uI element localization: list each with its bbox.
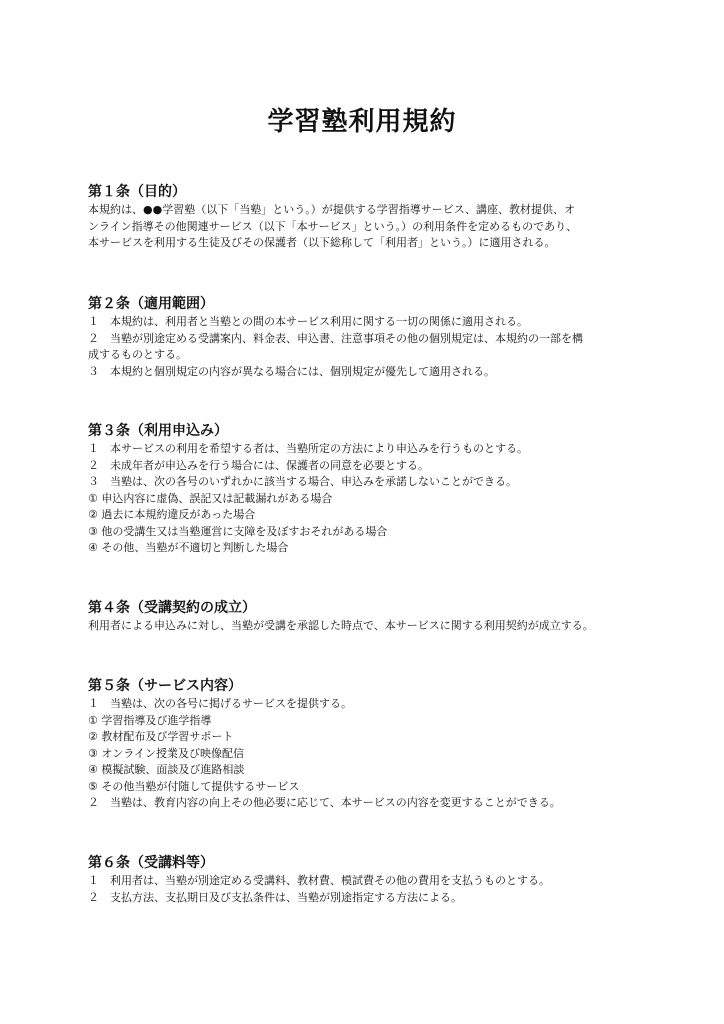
article-text-line: ２ 当塾は、教育内容の向上その他必要に応じて、本サービスの内容を変更することができる。	[88, 796, 561, 809]
article-text-line: ２ 支払方法、支払期日及び支払条件は、当塾が別途指定する方法による。	[88, 890, 462, 904]
article-text-line: 成するものとする。	[88, 348, 187, 361]
article-text-line: １ 利用者は、当塾が別途定める受講料、教材費、模試費その他の費用を支払うものとする。	[88, 874, 550, 887]
article-text-line: 本サービスを利用する生徒及びその保護者（以下総称して「利用者」という。）に適用される。	[88, 236, 556, 249]
article-heading: 第６条（受講料等）	[88, 855, 214, 871]
article-list-item: ③ オンライン授業及び映像配信	[88, 746, 245, 760]
article-text-line: ２ 当塾が別途定める受講案内、料金表、申込書、注意事項その他の個別規定は、本規約の一部を構	[88, 331, 583, 345]
article-text-line: ３ 当塾は、次の各号のいずれかに該当する場合、申込みを承諾しないことができる。	[88, 475, 517, 488]
article-3	[88, 421, 648, 557]
article-2	[88, 294, 648, 380]
article-heading: 第４条（受講契約の成立）	[88, 600, 256, 616]
article-list-item: ④ 模擬試験、面談及び進路相談	[88, 763, 245, 776]
article-text-line: １ 本規約は、利用者と当塾との間の本サービス利用に関する一切の関係に適用される。	[88, 315, 528, 328]
article-list-item: ① 学習指導及び進学指導	[88, 713, 212, 727]
article-list-item: ④ その他、当塾が不適切と判断した場合	[88, 541, 289, 554]
article-text-line: 利用者による申込みに対し、当塾が受講を承認した時点で、本サービスに関する利用契約が成立する。	[88, 619, 594, 632]
article-list-item: ② 過去に本規約違反があった場合	[88, 508, 256, 521]
article-text-line: ３ 本規約と個別規定の内容が異なる場合には、個別規定が優先して適用される。	[88, 364, 495, 378]
article-text-line: ２ 未成年者が申込みを行う場合には、保護者の同意を必要とする。	[88, 458, 429, 472]
article-heading: 第３条（利用申込み）	[88, 423, 228, 439]
document-title: 学習塾利用規約	[267, 107, 457, 137]
article-heading: 第１条（目的）	[88, 184, 186, 200]
article-list-item: ⑤ その他当塾が付随して提供するサービス	[88, 779, 300, 793]
article-list-item: ② 教材配布及び学習サポート	[88, 730, 234, 743]
article-heading: 第２条（適用範囲）	[88, 296, 214, 312]
article-list-item: ① 申込内容に虚偽、誤記又は記載漏れがある場合	[88, 491, 333, 505]
article-list-item: ③ 他の受講生又は当塾運営に支障を及ぼすおそれがある場合	[88, 524, 388, 538]
article-text-line: １ 本サービスの利用を希望する者は、当塾所定の方法により申込みを行うものとする。	[88, 442, 528, 455]
article-5	[88, 676, 648, 812]
article-text-line: ンライン指導その他関連サービス（以下「本サービス」という。）の利用条件を定めるものであり、	[88, 219, 578, 233]
article-4	[88, 598, 648, 635]
article-text-line: 本規約は、●●学習塾（以下「当塾」という。）が提供する学習指導サービス、講座、教材提供、オ	[88, 203, 576, 216]
article-6	[88, 853, 648, 906]
article-heading: 第５条（サービス内容）	[88, 678, 242, 694]
article-1	[88, 182, 648, 252]
article-text-line: １ 当塾は、次の各号に掲げるサービスを提供する。	[88, 697, 352, 710]
